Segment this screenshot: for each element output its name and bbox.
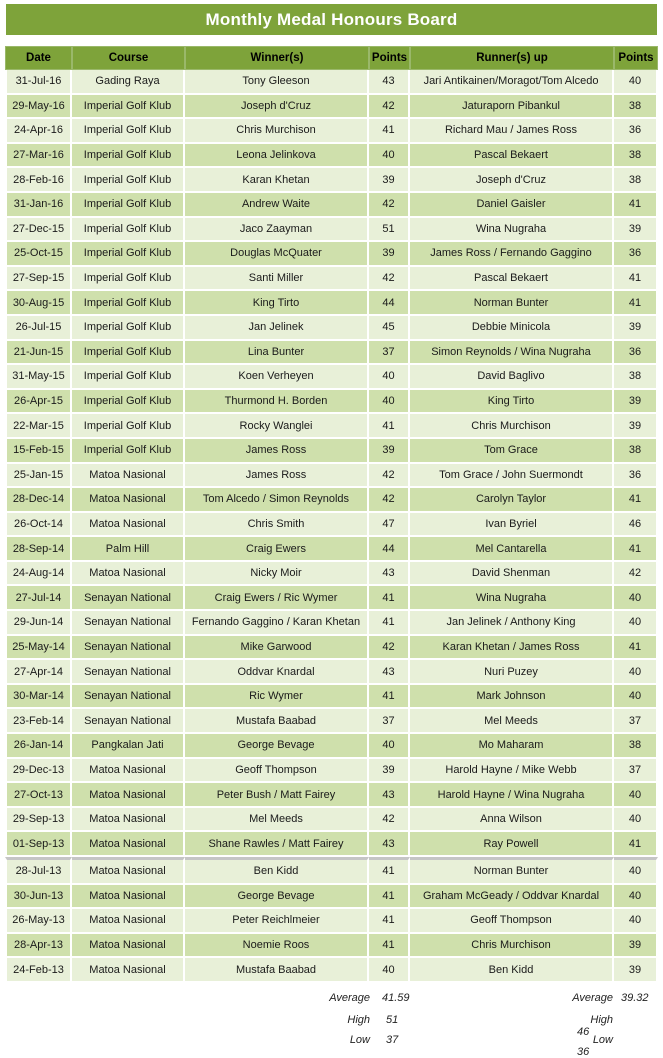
cell-runners-up: Geoff Thompson xyxy=(410,909,614,934)
cell-winner-points: 43 xyxy=(369,832,410,857)
cell-date: 24-Aug-14 xyxy=(5,562,72,587)
cell-winner-points: 43 xyxy=(369,562,410,587)
cell-runner-points: 36 xyxy=(614,119,658,144)
table-row xyxy=(5,218,658,243)
cell-course: Pangkalan Jati xyxy=(72,734,185,759)
cell-date: 29-Dec-13 xyxy=(5,759,72,784)
cell-date: 29-Sep-13 xyxy=(5,808,72,833)
cell-runner-points: 39 xyxy=(614,218,658,243)
cell-runners-up: Chris Murchison xyxy=(410,934,614,959)
cell-date: 28-Dec-14 xyxy=(5,488,72,513)
cell-runners-up: Ben Kidd xyxy=(410,958,614,983)
cell-runners-up: Daniel Gaisler xyxy=(410,193,614,218)
cell-course: Senayan National xyxy=(72,611,185,636)
cell-course: Matoa Nasional xyxy=(72,832,185,857)
cell-winners: Rocky Wanglei xyxy=(185,414,369,439)
cell-runners-up: Harold Hayne / Wina Nugraha xyxy=(410,783,614,808)
table-header-row xyxy=(5,46,658,70)
cell-winners: Geoff Thompson xyxy=(185,759,369,784)
column-header-winners: Winner(s) xyxy=(185,46,369,70)
cell-winner-points: 42 xyxy=(369,808,410,833)
cell-winner-points: 42 xyxy=(369,464,410,489)
cell-runner-points: 39 xyxy=(614,390,658,415)
table-row xyxy=(5,660,658,685)
cell-course: Imperial Golf Klub xyxy=(72,341,185,366)
cell-runners-up: Jan Jelinek / Anthony King xyxy=(410,611,614,636)
cell-runners-up: Tom Grace / John Suermondt xyxy=(410,464,614,489)
cell-course: Senayan National xyxy=(72,636,185,661)
cell-course: Senayan National xyxy=(72,660,185,685)
cell-winners: Ric Wymer xyxy=(185,685,369,710)
cell-winner-points: 39 xyxy=(369,168,410,193)
cell-course: Matoa Nasional xyxy=(72,909,185,934)
table-row xyxy=(5,958,658,983)
cell-runners-up: Norman Bunter xyxy=(410,857,614,885)
winner-low-label: Low xyxy=(349,1034,370,1046)
table-row xyxy=(5,414,658,439)
cell-winner-points: 42 xyxy=(369,267,410,292)
table-row xyxy=(5,857,658,885)
cell-date: 24-Apr-16 xyxy=(5,119,72,144)
cell-course: Imperial Golf Klub xyxy=(72,390,185,415)
cell-date: 31-Jan-16 xyxy=(5,193,72,218)
cell-winners: George Bevage xyxy=(185,734,369,759)
table-row xyxy=(5,808,658,833)
cell-winner-points: 44 xyxy=(369,537,410,562)
cell-date: 28-Jul-13 xyxy=(5,857,72,885)
table-row xyxy=(5,513,658,538)
table-row xyxy=(5,488,658,513)
cell-runner-points: 40 xyxy=(614,783,658,808)
cell-runner-points: 36 xyxy=(614,242,658,267)
cell-date: 26-Jan-14 xyxy=(5,734,72,759)
cell-course: Matoa Nasional xyxy=(72,783,185,808)
cell-runner-points: 39 xyxy=(614,414,658,439)
cell-winner-points: 41 xyxy=(369,857,410,885)
cell-date: 22-Mar-15 xyxy=(5,414,72,439)
cell-winners: Leona Jelinkova xyxy=(185,144,369,169)
table-row xyxy=(5,316,658,341)
cell-winner-points: 39 xyxy=(369,759,410,784)
cell-course: Gading Raya xyxy=(72,70,185,95)
cell-runners-up: Richard Mau / James Ross xyxy=(410,119,614,144)
cell-runners-up: Nuri Puzey xyxy=(410,660,614,685)
cell-winners: Koen Verheyen xyxy=(185,365,369,390)
cell-winners: Mustafa Baabad xyxy=(185,958,369,983)
cell-runner-points: 40 xyxy=(614,611,658,636)
cell-winners: James Ross xyxy=(185,439,369,464)
cell-runner-points: 41 xyxy=(614,193,658,218)
cell-course: Senayan National xyxy=(72,685,185,710)
cell-winners: Thurmond H. Borden xyxy=(185,390,369,415)
cell-date: 24-Feb-13 xyxy=(5,958,72,983)
cell-winner-points: 43 xyxy=(369,70,410,95)
cell-runner-points: 41 xyxy=(614,488,658,513)
cell-winner-points: 42 xyxy=(369,636,410,661)
column-header-course: Course xyxy=(72,46,185,70)
column-header-winner-points: Points xyxy=(369,46,410,70)
cell-runner-points: 38 xyxy=(614,365,658,390)
cell-runner-points: 40 xyxy=(614,909,658,934)
table-row xyxy=(5,611,658,636)
cell-course: Imperial Golf Klub xyxy=(72,168,185,193)
cell-date: 28-Sep-14 xyxy=(5,537,72,562)
cell-winners: Mel Meeds xyxy=(185,808,369,833)
cell-winners: Chris Murchison xyxy=(185,119,369,144)
cell-runner-points: 37 xyxy=(614,709,658,734)
cell-winner-points: 40 xyxy=(369,734,410,759)
table-row xyxy=(5,439,658,464)
cell-runner-points: 39 xyxy=(614,934,658,959)
cell-runner-points: 41 xyxy=(614,832,658,857)
honours-table xyxy=(5,46,658,983)
cell-course: Palm Hill xyxy=(72,537,185,562)
winner-stats xyxy=(318,992,422,1054)
cell-course: Imperial Golf Klub xyxy=(72,316,185,341)
winner-average-value: 41.59 xyxy=(382,992,410,1004)
cell-date: 28-Feb-16 xyxy=(5,168,72,193)
table-row xyxy=(5,144,658,169)
table-row xyxy=(5,119,658,144)
table-row xyxy=(5,759,658,784)
table-row xyxy=(5,562,658,587)
cell-winners: Joseph d'Cruz xyxy=(185,95,369,120)
cell-winners: Craig Ewers xyxy=(185,537,369,562)
runner-average-value: 39.32 xyxy=(621,992,649,1004)
cell-winner-points: 41 xyxy=(369,934,410,959)
cell-winners: Noemie Roos xyxy=(185,934,369,959)
cell-winner-points: 41 xyxy=(369,119,410,144)
cell-winners: Andrew Waite xyxy=(185,193,369,218)
cell-date: 25-Jan-15 xyxy=(5,464,72,489)
cell-runners-up: Karan Khetan / James Ross xyxy=(410,636,614,661)
cell-runner-points: 41 xyxy=(614,636,658,661)
cell-runners-up: Mo Maharam xyxy=(410,734,614,759)
cell-winners: Peter Reichlmeier xyxy=(185,909,369,934)
cell-date: 27-Sep-15 xyxy=(5,267,72,292)
cell-winner-points: 40 xyxy=(369,958,410,983)
cell-runners-up: Jaturaporn Pibankul xyxy=(410,95,614,120)
cell-date: 30-Aug-15 xyxy=(5,291,72,316)
cell-runner-points: 38 xyxy=(614,144,658,169)
cell-runner-points: 39 xyxy=(614,316,658,341)
winner-high-value: 51 xyxy=(386,1014,399,1026)
cell-runner-points: 38 xyxy=(614,439,658,464)
cell-course: Matoa Nasional xyxy=(72,934,185,959)
cell-runner-points: 40 xyxy=(614,685,658,710)
cell-course: Matoa Nasional xyxy=(72,958,185,983)
cell-runners-up: Anna Wilson xyxy=(410,808,614,833)
cell-date: 27-Mar-16 xyxy=(5,144,72,169)
cell-winner-points: 41 xyxy=(369,909,410,934)
table-row xyxy=(5,832,658,857)
cell-date: 01-Sep-13 xyxy=(5,832,72,857)
cell-runners-up: Joseph d'Cruz xyxy=(410,168,614,193)
cell-winners: Jaco Zaayman xyxy=(185,218,369,243)
cell-winner-points: 51 xyxy=(369,218,410,243)
cell-winner-points: 37 xyxy=(369,341,410,366)
cell-date: 27-Oct-13 xyxy=(5,783,72,808)
cell-course: Imperial Golf Klub xyxy=(72,95,185,120)
table-row xyxy=(5,365,658,390)
cell-winner-points: 45 xyxy=(369,316,410,341)
cell-date: 15-Feb-15 xyxy=(5,439,72,464)
cell-runner-points: 42 xyxy=(614,562,658,587)
cell-course: Imperial Golf Klub xyxy=(72,119,185,144)
runner-high-value: 46 xyxy=(577,1026,590,1038)
cell-runners-up: Mel Meeds xyxy=(410,709,614,734)
cell-runners-up: Mel Cantarella xyxy=(410,537,614,562)
cell-winners: Peter Bush / Matt Fairey xyxy=(185,783,369,808)
cell-course: Matoa Nasional xyxy=(72,513,185,538)
column-header-runner-points: Points xyxy=(614,46,658,70)
cell-runners-up: David Shenman xyxy=(410,562,614,587)
runner-low-value: 36 xyxy=(577,1046,590,1058)
cell-winner-points: 41 xyxy=(369,685,410,710)
cell-date: 29-May-16 xyxy=(5,95,72,120)
cell-runner-points: 41 xyxy=(614,267,658,292)
cell-course: Imperial Golf Klub xyxy=(72,193,185,218)
cell-date: 31-Jul-16 xyxy=(5,70,72,95)
cell-winner-points: 41 xyxy=(369,611,410,636)
cell-course: Matoa Nasional xyxy=(72,562,185,587)
cell-course: Senayan National xyxy=(72,586,185,611)
cell-course: Imperial Golf Klub xyxy=(72,218,185,243)
cell-winners: Fernando Gaggino / Karan Khetan xyxy=(185,611,369,636)
cell-runner-points: 41 xyxy=(614,291,658,316)
cell-runner-points: 36 xyxy=(614,464,658,489)
cell-winners: Jan Jelinek xyxy=(185,316,369,341)
table-row xyxy=(5,586,658,611)
cell-course: Imperial Golf Klub xyxy=(72,414,185,439)
cell-runners-up: Graham McGeady / Oddvar Knardal xyxy=(410,885,614,910)
cell-runners-up: James Ross / Fernando Gaggino xyxy=(410,242,614,267)
cell-winners: Lina Bunter xyxy=(185,341,369,366)
cell-runner-points: 46 xyxy=(614,513,658,538)
cell-winners: King Tirto xyxy=(185,291,369,316)
cell-winner-points: 39 xyxy=(369,439,410,464)
cell-runners-up: Norman Bunter xyxy=(410,291,614,316)
page-title: Monthly Medal Honours Board xyxy=(6,4,657,35)
cell-runners-up: Debbie Minicola xyxy=(410,316,614,341)
cell-winners: Nicky Moir xyxy=(185,562,369,587)
table-row xyxy=(5,636,658,661)
cell-date: 26-Jul-15 xyxy=(5,316,72,341)
runner-stats xyxy=(561,992,663,1058)
cell-runners-up: Harold Hayne / Mike Webb xyxy=(410,759,614,784)
cell-date: 27-Apr-14 xyxy=(5,660,72,685)
cell-runners-up: David Baglivo xyxy=(410,365,614,390)
cell-course: Matoa Nasional xyxy=(72,464,185,489)
cell-runners-up: Mark Johnson xyxy=(410,685,614,710)
cell-course: Matoa Nasional xyxy=(72,857,185,885)
cell-winners: Tony Gleeson xyxy=(185,70,369,95)
cell-date: 30-Jun-13 xyxy=(5,885,72,910)
cell-runner-points: 38 xyxy=(614,734,658,759)
cell-date: 28-Apr-13 xyxy=(5,934,72,959)
cell-winner-points: 42 xyxy=(369,95,410,120)
table-row xyxy=(5,95,658,120)
table-row xyxy=(5,734,658,759)
cell-winner-points: 44 xyxy=(369,291,410,316)
table-row xyxy=(5,341,658,366)
cell-winner-points: 47 xyxy=(369,513,410,538)
cell-winner-points: 37 xyxy=(369,709,410,734)
cell-winner-points: 41 xyxy=(369,885,410,910)
cell-runners-up: Wina Nugraha xyxy=(410,586,614,611)
table-row xyxy=(5,537,658,562)
cell-runner-points: 38 xyxy=(614,95,658,120)
cell-runners-up: Ray Powell xyxy=(410,832,614,857)
winner-average-label: Average xyxy=(329,992,370,1004)
cell-date: 26-Oct-14 xyxy=(5,513,72,538)
cell-winner-points: 40 xyxy=(369,365,410,390)
table-row xyxy=(5,390,658,415)
cell-course: Matoa Nasional xyxy=(72,885,185,910)
cell-course: Senayan National xyxy=(72,709,185,734)
cell-course: Imperial Golf Klub xyxy=(72,242,185,267)
cell-runner-points: 36 xyxy=(614,341,658,366)
cell-runners-up: Pascal Bekaert xyxy=(410,267,614,292)
cell-runners-up: Jari Antikainen/Moragot/Tom Alcedo xyxy=(410,70,614,95)
cell-course: Imperial Golf Klub xyxy=(72,439,185,464)
table-row xyxy=(5,909,658,934)
cell-runner-points: 39 xyxy=(614,958,658,983)
table-row xyxy=(5,70,658,95)
cell-runners-up: Tom Grace xyxy=(410,439,614,464)
cell-runner-points: 38 xyxy=(614,168,658,193)
cell-winners: Karan Khetan xyxy=(185,168,369,193)
cell-winners: Oddvar Knardal xyxy=(185,660,369,685)
cell-winner-points: 41 xyxy=(369,414,410,439)
table-row xyxy=(5,193,658,218)
cell-winners: Tom Alcedo / Simon Reynolds xyxy=(185,488,369,513)
cell-winners: Mustafa Baabad xyxy=(185,709,369,734)
table-row xyxy=(5,291,658,316)
cell-winner-points: 41 xyxy=(369,586,410,611)
cell-runner-points: 37 xyxy=(614,759,658,784)
cell-date: 27-Jul-14 xyxy=(5,586,72,611)
cell-runners-up: Simon Reynolds / Wina Nugraha xyxy=(410,341,614,366)
table-row xyxy=(5,242,658,267)
table-row xyxy=(5,783,658,808)
winner-low-value: 37 xyxy=(386,1034,399,1046)
cell-runner-points: 40 xyxy=(614,885,658,910)
runner-low-label: Low xyxy=(592,1034,613,1046)
cell-winner-points: 39 xyxy=(369,242,410,267)
cell-runner-points: 40 xyxy=(614,70,658,95)
cell-winners: Mike Garwood xyxy=(185,636,369,661)
cell-runners-up: Ivan Byriel xyxy=(410,513,614,538)
cell-course: Imperial Golf Klub xyxy=(72,144,185,169)
cell-course: Imperial Golf Klub xyxy=(72,291,185,316)
cell-course: Imperial Golf Klub xyxy=(72,267,185,292)
table-row xyxy=(5,168,658,193)
cell-runner-points: 40 xyxy=(614,586,658,611)
cell-winner-points: 43 xyxy=(369,783,410,808)
cell-runner-points: 41 xyxy=(614,537,658,562)
column-header-runners-up: Runner(s) up xyxy=(410,46,614,70)
cell-date: 27-Dec-15 xyxy=(5,218,72,243)
cell-date: 23-Feb-14 xyxy=(5,709,72,734)
cell-runners-up: Pascal Bekaert xyxy=(410,144,614,169)
cell-winners: Santi Miller xyxy=(185,267,369,292)
cell-winners: Craig Ewers / Ric Wymer xyxy=(185,586,369,611)
cell-winners: Chris Smith xyxy=(185,513,369,538)
cell-runners-up: Carolyn Taylor xyxy=(410,488,614,513)
cell-runners-up: Chris Murchison xyxy=(410,414,614,439)
cell-winners: George Bevage xyxy=(185,885,369,910)
table-body xyxy=(5,70,658,983)
cell-course: Matoa Nasional xyxy=(72,759,185,784)
cell-winner-points: 40 xyxy=(369,144,410,169)
cell-date: 31-May-15 xyxy=(5,365,72,390)
cell-date: 25-May-14 xyxy=(5,636,72,661)
table-row xyxy=(5,934,658,959)
table-row xyxy=(5,464,658,489)
table-row xyxy=(5,685,658,710)
cell-date: 26-Apr-15 xyxy=(5,390,72,415)
cell-runner-points: 40 xyxy=(614,808,658,833)
runner-high-label: High xyxy=(590,1014,613,1026)
cell-date: 25-Oct-15 xyxy=(5,242,72,267)
cell-winner-points: 43 xyxy=(369,660,410,685)
winner-high-label: High xyxy=(347,1014,370,1026)
cell-winner-points: 42 xyxy=(369,488,410,513)
runner-average-label: Average xyxy=(572,992,613,1004)
cell-course: Matoa Nasional xyxy=(72,808,185,833)
cell-winners: Douglas McQuater xyxy=(185,242,369,267)
cell-course: Matoa Nasional xyxy=(72,488,185,513)
cell-winner-points: 40 xyxy=(369,390,410,415)
cell-winner-points: 42 xyxy=(369,193,410,218)
cell-winners: Shane Rawles / Matt Fairey xyxy=(185,832,369,857)
cell-date: 21-Jun-15 xyxy=(5,341,72,366)
cell-runners-up: King Tirto xyxy=(410,390,614,415)
table-row xyxy=(5,267,658,292)
cell-winners: James Ross xyxy=(185,464,369,489)
cell-date: 26-May-13 xyxy=(5,909,72,934)
cell-date: 29-Jun-14 xyxy=(5,611,72,636)
cell-runner-points: 40 xyxy=(614,660,658,685)
cell-course: Imperial Golf Klub xyxy=(72,365,185,390)
table-row xyxy=(5,885,658,910)
cell-winners: Ben Kidd xyxy=(185,857,369,885)
cell-date: 30-Mar-14 xyxy=(5,685,72,710)
column-header-date: Date xyxy=(5,46,72,70)
cell-runners-up: Wina Nugraha xyxy=(410,218,614,243)
cell-runner-points: 40 xyxy=(614,857,658,885)
table-row xyxy=(5,709,658,734)
